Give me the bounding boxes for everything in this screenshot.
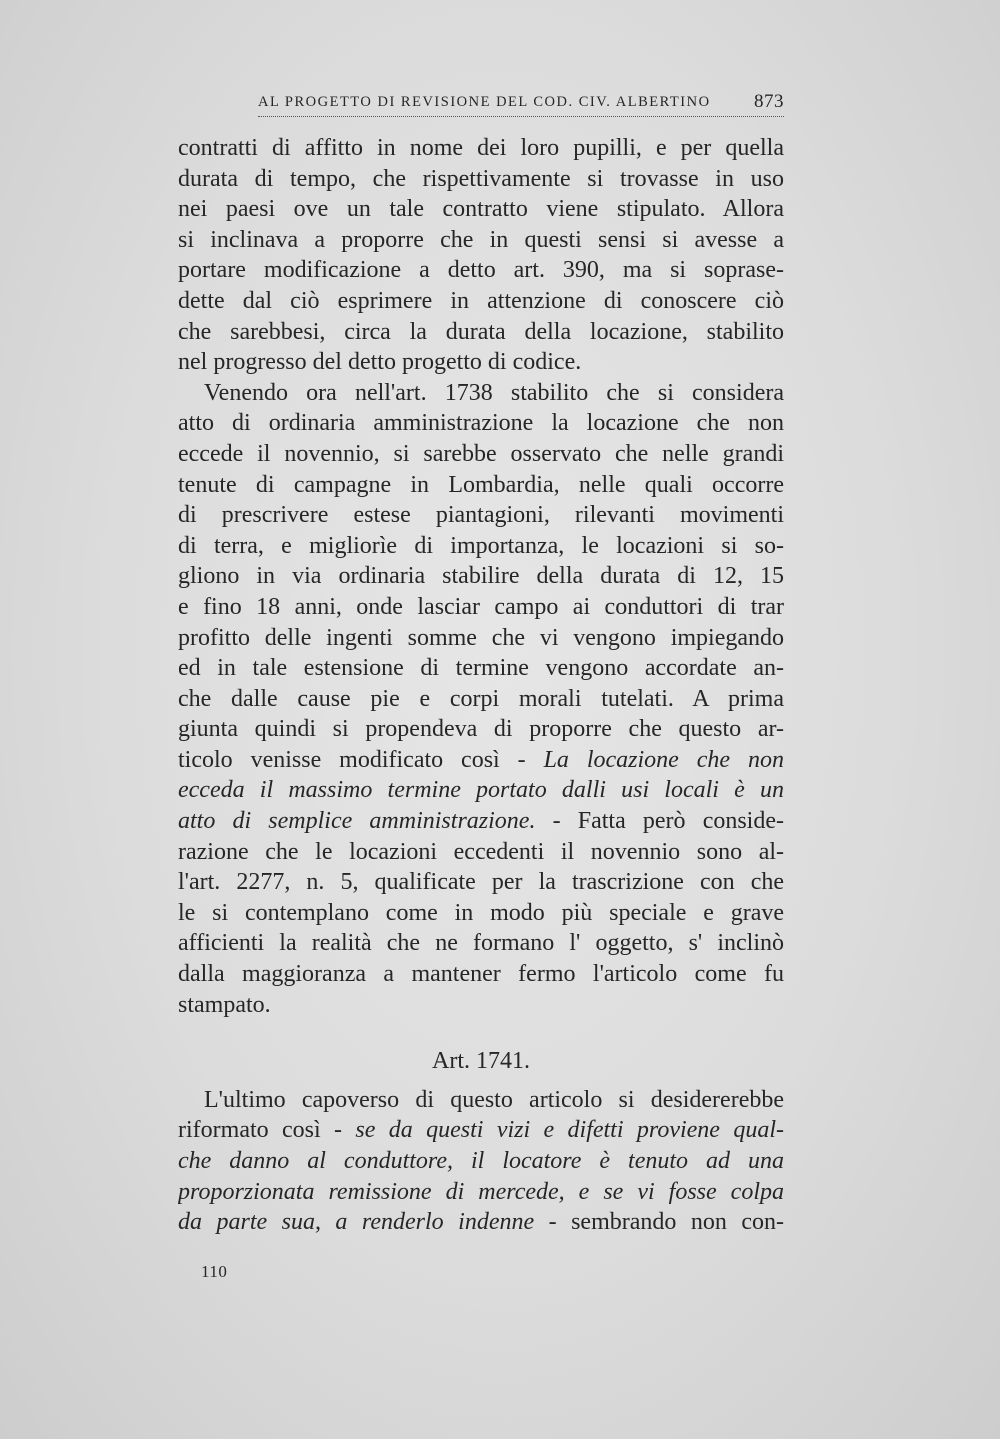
text-line: durata di tempo, che rispettivamente si trovasse in uso xyxy=(178,165,784,192)
text-line-italic xyxy=(178,1177,784,1208)
text-roman: - sembrando non con- xyxy=(534,1209,784,1236)
quoted-proposal: proporzionata remissione di mercede, e se vi fosse colpa xyxy=(178,1178,784,1205)
text-line-italic xyxy=(178,775,784,806)
text-line: l'art. 2277, n. 5, qualificate per la trascrizione con che xyxy=(178,869,784,896)
text-line: portare modificazione a detto art. 390, ma si soprase- xyxy=(178,257,784,284)
text-line: profitto delle ingenti somme che vi vengono impiegando xyxy=(178,624,784,651)
text-line: di terra, e migliorìe di importanza, le locazioni si so- xyxy=(178,532,784,559)
quoted-proposal: da parte sua, a renderlo indenne xyxy=(178,1209,535,1236)
running-header xyxy=(258,92,784,117)
text-line: afficienti la realità che ne formano l' oggetto, s' inclinò xyxy=(178,930,784,957)
text-line: si inclinava a proporre che in questi sensi si avesse a xyxy=(178,226,784,253)
text-line: gliono in via ordinaria stabilire della durata di 12, 15 xyxy=(178,563,784,590)
text-line: nel progresso del detto progetto di codice. xyxy=(178,349,582,376)
text-line: nei paesi ove un tale contratto viene stipulato. Allora xyxy=(178,196,784,223)
text-line: L'ultimo capoverso di questo articolo si desidererebbe xyxy=(204,1086,784,1113)
text-line-mixed xyxy=(178,1207,784,1238)
article-heading: Art. 1741. xyxy=(432,1048,530,1075)
quoted-proposal: La locazione che non xyxy=(543,746,784,773)
text-line: razione che le locazioni eccedenti il novennio sono al- xyxy=(178,838,784,865)
text-line-mixed xyxy=(178,806,784,837)
paragraph-3 xyxy=(178,1085,784,1238)
running-title: AL PROGETTO DI REVISIONE DEL COD. CIV. ALBERTINO xyxy=(258,94,711,110)
text-line: Venendo ora nell'art. 1738 stabilito che si considera xyxy=(204,379,784,406)
text-line: atto di ordinaria amministrazione la locazione che non xyxy=(178,410,784,437)
text-roman: ticolo venisse modificato così - xyxy=(178,746,544,773)
spacer xyxy=(178,1077,784,1085)
text-line: giunta quindi si propendeva di proporre che questo ar- xyxy=(178,716,784,743)
text-line: eccede il novennio, si sarebbe osservato che nelle grandi xyxy=(178,440,784,467)
paragraph-1 xyxy=(178,133,784,378)
text-line: contratti di affitto in nome dei loro pupilli, e per quella xyxy=(178,135,784,161)
quoted-proposal: che danno al conduttore, il locatore è tenuto ad una xyxy=(178,1148,784,1174)
text-line: le si contemplano come in modo più speciale e grave xyxy=(178,899,784,926)
text-roman: riformato così - xyxy=(178,1117,356,1144)
text-line: che sarebbesi, circa la durata della locazione, stabilito xyxy=(178,318,784,345)
quoted-proposal: atto di semplice amministrazione. xyxy=(178,808,536,835)
text-line: e fino 18 anni, onde lasciar campo ai conduttori di trar xyxy=(178,593,784,620)
text-line-mixed xyxy=(178,745,784,776)
text-line: che dalle cause pie e corpi morali tutelati. A prima xyxy=(178,685,784,712)
text-line: stampato. xyxy=(178,991,271,1018)
text-roman: - Fatta però conside- xyxy=(535,808,784,835)
spacer xyxy=(178,1020,784,1046)
paragraph-2 xyxy=(178,378,784,1020)
text-line-mixed xyxy=(178,1115,784,1146)
signature-mark: 110 xyxy=(201,1262,228,1281)
text-line: dette dal ciò esprimere in attenzione di conoscere ciò xyxy=(178,287,784,314)
text-line-italic xyxy=(178,1146,784,1177)
quoted-proposal: ecceda il massimo termine portato dalli usi locali è un xyxy=(178,777,784,804)
text-line: di prescrivere estese piantagioni, rilevanti movimenti xyxy=(178,502,784,529)
page-number: 873 xyxy=(754,91,784,112)
quoted-proposal: se da questi vizi e difetti proviene qual- xyxy=(355,1117,784,1144)
text-line: ed in tale estensione di termine vengono accordate an- xyxy=(178,655,784,682)
text-line: dalla maggioranza a mantener fermo l'articolo come fu xyxy=(178,961,784,988)
body-text xyxy=(178,133,784,1238)
text-line: tenute di campagne in Lombardia, nelle quali occorre xyxy=(178,471,784,498)
